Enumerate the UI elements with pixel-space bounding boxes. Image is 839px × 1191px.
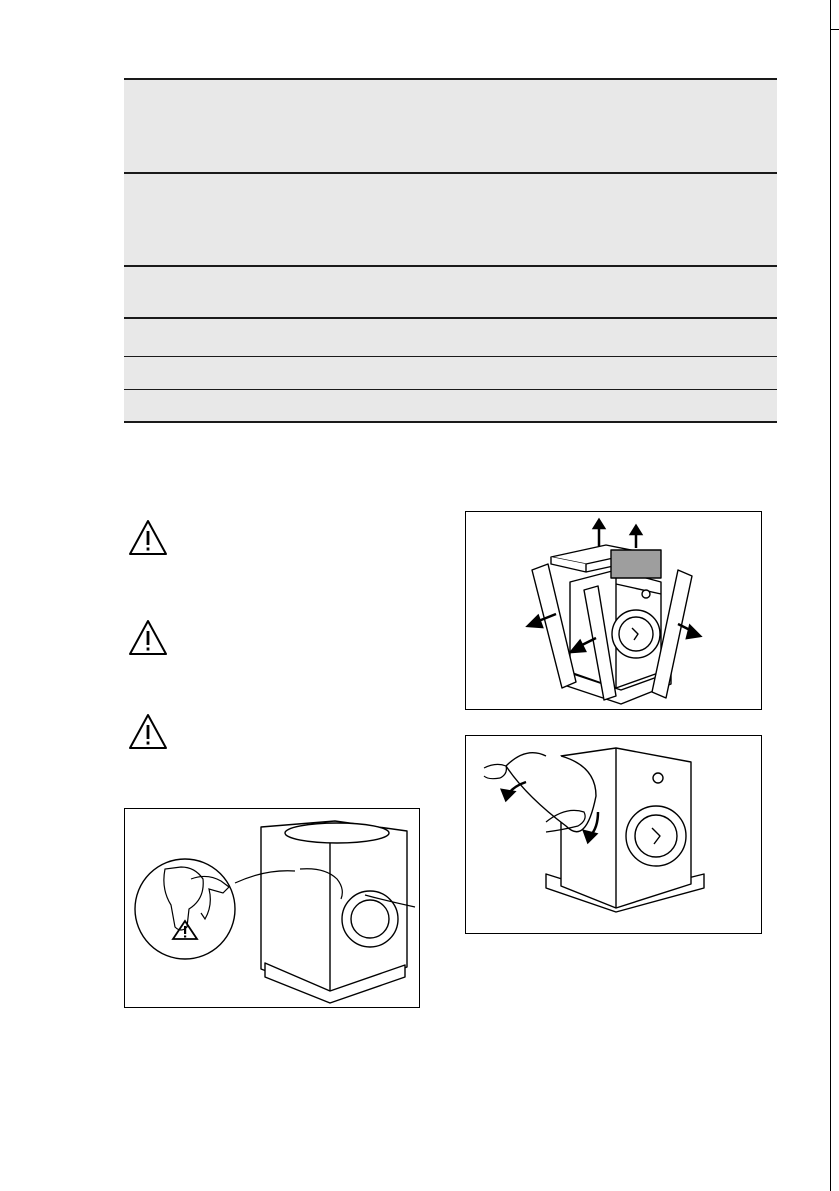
- table-row: [124, 265, 777, 317]
- remove-packaging-figure: [465, 511, 762, 710]
- table-row: [124, 78, 777, 172]
- warning-triangle-icon: [127, 618, 169, 658]
- crop-mark: [831, 29, 839, 30]
- packaging-illustration: [466, 512, 761, 709]
- table-row: [124, 356, 777, 389]
- table-bottom-rule: [124, 421, 777, 423]
- table-row: [124, 317, 777, 356]
- warning-triangle-icon: [127, 518, 169, 558]
- remove-plastic-cover-figure: [465, 735, 762, 934]
- table-row: [124, 172, 777, 265]
- warning-triangle-icon: [127, 712, 169, 752]
- page-right-edge: [830, 0, 839, 1191]
- spec-table: [124, 78, 777, 423]
- cover-removal-illustration: [466, 736, 761, 933]
- gloves-illustration: [125, 809, 419, 1007]
- wear-gloves-remove-cover-figure: [124, 808, 420, 1008]
- table-row: [124, 389, 777, 421]
